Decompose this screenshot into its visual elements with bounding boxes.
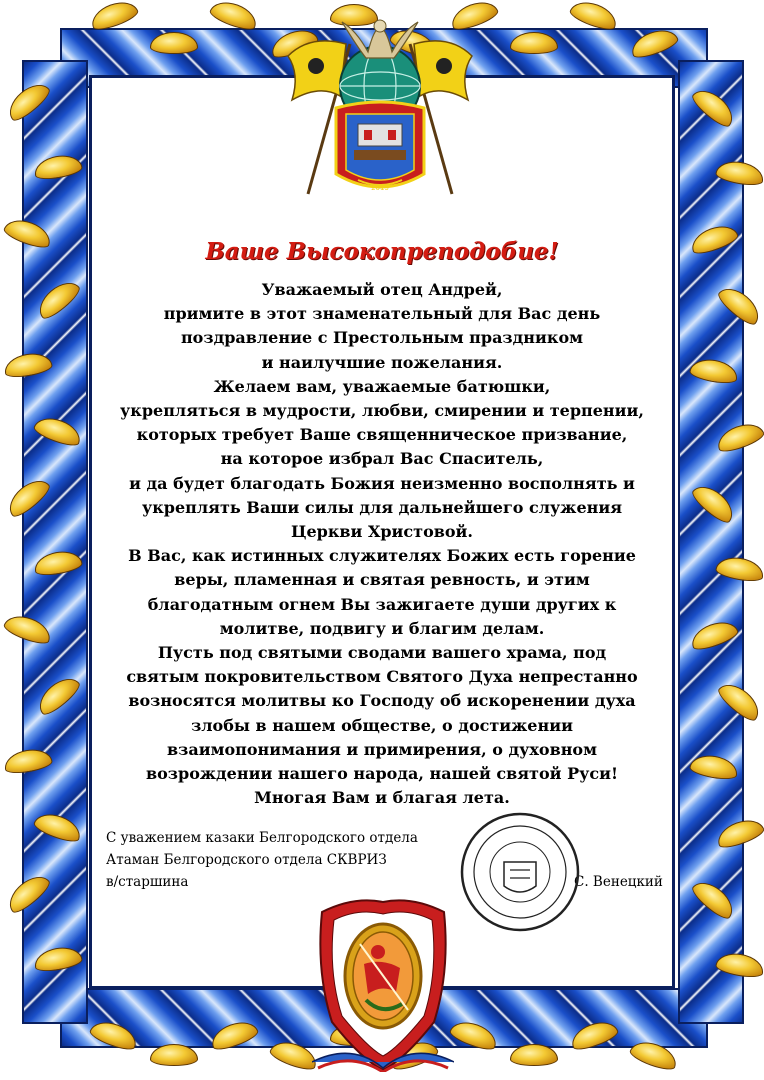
angel-globe-crest-icon [280, 4, 480, 204]
signature-rank: в/старшина [106, 874, 189, 890]
frame-ribbon-right [678, 60, 744, 1024]
text-line: возносятся молитвы ко Господу об искоренении духа [128, 691, 636, 711]
round-seal-icon [458, 810, 582, 934]
signature-line-2: Атаман Белгородского отдела СКВРИЗ [106, 852, 387, 868]
text-line: поздравление с Престольным праздником [180, 328, 584, 348]
text-line: укреплять Ваши силы для дальнейшего служения [141, 497, 623, 517]
text-line: Церкви Христовой. [291, 522, 473, 542]
text-line: молитве, подвигу и благим делам. [219, 618, 545, 638]
text-line: святым покровительством Святого Духа непрестанно [126, 667, 638, 687]
text-line: злобы в нашем обществе, о достижении [191, 715, 573, 735]
saint-george-emblem-icon [312, 872, 454, 1072]
signature-line-1: С уважением казаки Белгородского отдела [106, 830, 418, 846]
text-line: Пусть под святыми сводами вашего храма, под [157, 643, 607, 663]
text-line: Желаем вам, уважаемые батюшки, [213, 376, 551, 396]
congratulation-text [104, 278, 660, 810]
text-line: веры, пламенная и святая ревность, и этим [174, 570, 590, 590]
text-line: Уважаемый отец Андрей, [261, 280, 503, 299]
crest-year: 2015 [371, 184, 389, 192]
text-line: и наилучшие пожелания. [261, 352, 503, 372]
text-line: примите в этот знаменательный для Вас день [163, 304, 601, 324]
text-line: возрождении нашего народа, нашей святой Руси! [146, 764, 618, 784]
signature-name: С. Венецкий [574, 874, 663, 890]
document-title: Ваше Высокопреподобие! [205, 238, 559, 265]
text-line: благодатным огнем Вы зажигаете души других к [147, 594, 617, 614]
text-line: укрепляться в мудрости, любви, смирении и терпении, [120, 401, 644, 421]
text-line: Многая Вам и благая лета. [254, 788, 510, 808]
text-line: и да будет благодать Божия неизменно восполнять и [129, 473, 635, 493]
text-line: которых требует Ваше священническое призвание, [136, 425, 628, 445]
text-line: на которое избрал Вас Спаситель, [220, 449, 544, 469]
text-line: В Вас, как истинных служителях Божих есть горение [128, 546, 636, 566]
text-line: взаимопонимания и примирения, о духовном [167, 739, 597, 759]
